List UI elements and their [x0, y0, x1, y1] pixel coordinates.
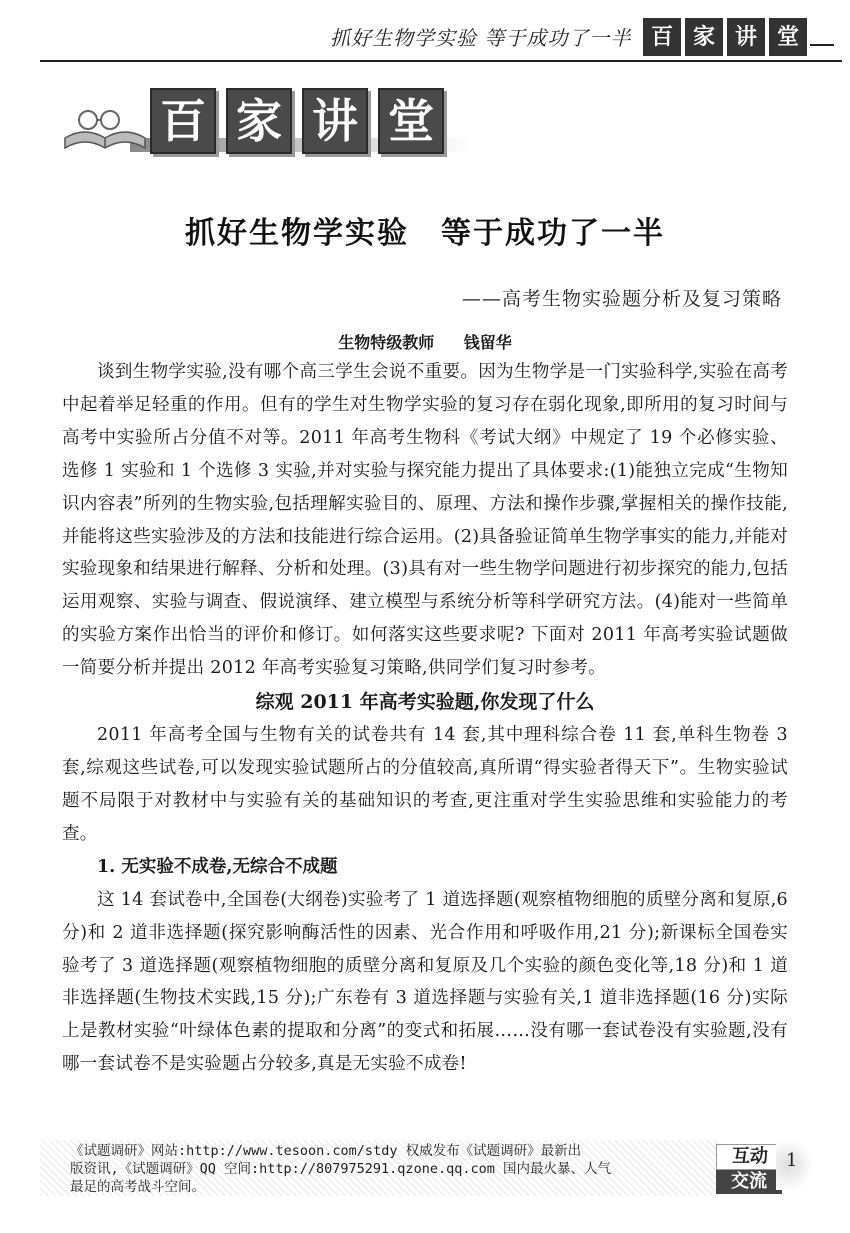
logo-char: 堂: [378, 88, 444, 154]
interact-badge: [716, 1144, 782, 1194]
footer-line: 《试题调研》网站:http://www.tesoon.com/stdy 权威发布《试题调研》最新出: [70, 1143, 582, 1159]
badge-top: 互动: [716, 1144, 784, 1170]
column-char: 讲: [727, 18, 765, 56]
logo-char: 百: [150, 88, 216, 154]
article-subtitle: ——高考生物实验题分析及复习策略: [461, 288, 782, 310]
article-title: 抓好生物学实验 等于成功了一半: [185, 216, 665, 251]
open-book-icon: [60, 98, 150, 162]
column-char: 百: [643, 18, 681, 56]
running-header: [0, 18, 850, 62]
article-body: [62, 356, 788, 1081]
column-name-badge: [643, 18, 811, 56]
author-name: 钱留华: [463, 333, 512, 352]
footer-line: 最足的高考战斗空间。: [70, 1179, 205, 1195]
logo-char: 家: [226, 88, 292, 154]
logo-char: 讲: [302, 88, 368, 154]
page-number: 1: [786, 1150, 798, 1171]
author-role: 生物特级教师: [338, 333, 435, 352]
intro-paragraph: 谈到生物学实验,没有哪个高三学生会说不重要。因为生物学是一门实验科学,实验在高考中起着举足轻重的作用。但有的学生对生物学实验的复习存在弱化现象,即所用的复习时间与高考中实验所占分值不对等。2011 年高考生物科《考试大纲》中规定了 19 个必修实验、选修 1 实验和 1 个选修 3 实验,并对实验与探究能力提出了具体要求:(1)能独立完成“生物知识内容表”所列的生物实验,包括理解实验目的、原理、方法和操作步骤,掌握相关的操作技能,并能将这些实验涉及的方法和技能进行综合运用。(2)具备验证简单生物学事实的能力,并能对实验现象和结果进行解释、分析和处理。(3)具有对一些生物学问题进行初步探究的能力,包括运用观察、实验与调查、假说演绎、建立模型与系统分析等科学研究方法。(4)能对一些简单的实验方案作出恰当的评价和修订。如何落实这些要求呢? 下面对 2011 年高考实验试题做一简要分析并提出 2012 年高考实验复习策略,供同学们复习时参考。: [62, 362, 788, 679]
header-rule-end: [810, 44, 834, 46]
section-heading: 综观 2011 年高考实验题,你发现了什么: [255, 691, 595, 714]
column-logo: [60, 80, 460, 180]
logo-title: [150, 88, 454, 154]
column-char: 家: [685, 18, 723, 56]
section-paragraph: 2011 年高考全国与生物有关的试卷共有 14 套,其中理科综合卷 11 套,单科生物卷 3 套,综观这些试卷,可以发现实验试题所占的分值较高,真所谓“得实验者得天下”。生物实验试题不局限于对教材中与实验有关的基础知识的考查,更注重对学生实验思维和实验能力的考查。: [62, 725, 788, 844]
page-footer: [0, 1140, 850, 1200]
author-line: [0, 330, 850, 353]
badge-bottom: 交流: [716, 1170, 782, 1194]
subsection-heading: 1. 无实验不成卷,无综合不成题: [97, 856, 338, 877]
footer-notice: [70, 1142, 700, 1196]
running-title: 抓好生物学实验 等于成功了一半: [330, 26, 632, 50]
header-rule: [40, 60, 842, 62]
subsection-paragraph: 这 14 套试卷中,全国卷(大纲卷)实验考了 1 道选择题(观察植物细胞的质壁分离和复原,6 分)和 2 道非选择题(探究影响酶活性的因素、光合作用和呼吸作用,21 分);新课标全国卷实验考了 3 道选择题(观察植物细胞的质壁分离和复原及几个实验的颜色变化等,18 分)和 1 道非选择题(生物技术实践,15 分);广东卷有 3 道选择题与实验有关,1 道非选择题(16 分)实际上是教材实验“叶绿体色素的提取和分离”的变式和拓展……没有哪一套试卷没有实验题,没有哪一套试卷不是实验题占分较多,真是无实验不成卷!: [62, 889, 788, 1075]
footer-line: 版资讯,《试题调研》QQ 空间:http://807975291.qzone.qq.com 国内最火暴、人气: [70, 1161, 611, 1177]
column-char: 堂: [769, 18, 807, 56]
